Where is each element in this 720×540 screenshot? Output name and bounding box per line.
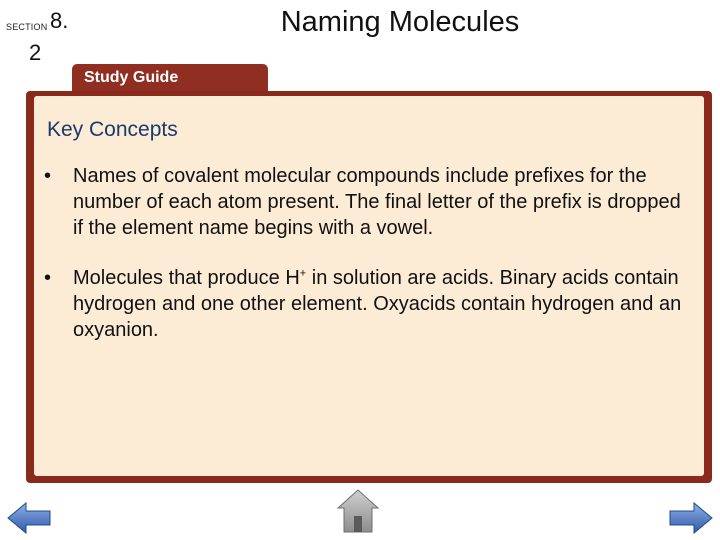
home-icon[interactable] <box>336 488 380 534</box>
bullet-text-end: in solution are acids. Binary acids contain hydrogen and one other element. Oxyacids contain hydrogen and an oxyanion. <box>73 267 682 341</box>
bullet-list <box>44 163 684 343</box>
tab-label: Study Guide <box>84 69 179 86</box>
bullet-dot: • <box>44 267 52 289</box>
section-number: 8. <box>50 8 69 33</box>
bullet-item <box>44 163 684 241</box>
arrow-left-icon[interactable] <box>6 501 52 535</box>
bullet-text-start: Molecules that produce H <box>73 267 300 289</box>
bullet-item <box>44 265 684 343</box>
key-concepts-heading: Key Concepts <box>47 118 178 141</box>
arrow-right-icon[interactable] <box>668 501 714 535</box>
bullet-dot: • <box>44 165 52 187</box>
page-title: Naming Molecules <box>280 6 520 38</box>
section-label: SECTION <box>6 22 48 32</box>
bullet-text: Names of covalent molecular compounds include prefixes for the number of each atom present. The final letter of the prefix is dropped if the element name begins with a vowel. <box>73 165 681 239</box>
superscript-plus: + <box>299 267 307 280</box>
study-guide-tab <box>72 64 268 92</box>
section-number-sub: 2 <box>29 40 42 65</box>
